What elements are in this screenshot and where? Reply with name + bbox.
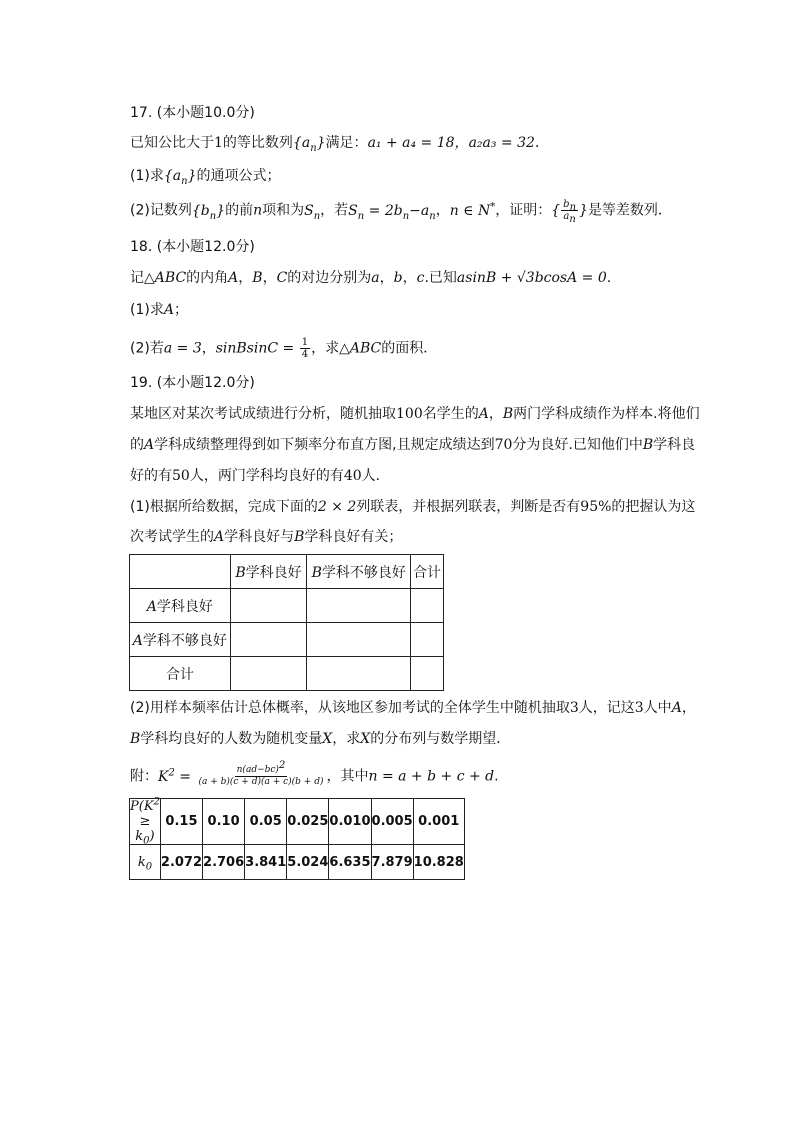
table-cell: 0.025 bbox=[287, 799, 329, 845]
table-cell-empty bbox=[411, 623, 444, 657]
table-row bbox=[130, 589, 444, 623]
table-cell-empty bbox=[307, 589, 411, 623]
table-row bbox=[130, 555, 444, 589]
q17-statement: 已知公比大于1的等比数列$\{a_n\}$满足：a₁ + a₄ = 18，a₂a₃ = 32． bbox=[130, 135, 549, 154]
critical-value-table bbox=[129, 798, 465, 880]
table-cell: 0.10 bbox=[203, 799, 245, 845]
q17-part2: (2)记数列$\{b_n\}$的前n项和为$S_n$，若$S_n = 2b_n-a_n$，n ∈ N*，证明：{ $\frac{b_n}{a_n}$ }是等差数列． bbox=[130, 199, 672, 225]
table-cell bbox=[130, 555, 231, 589]
table-header: B学科不够良好 bbox=[307, 555, 411, 589]
appendix-formula: 附：$K^2$ = $\frac{n(ad-bc)^2}{(a + b)(c + d)(a + c)(b + d)}$ ，其中n = a + b + c + d. bbox=[130, 760, 499, 787]
table-cell-empty bbox=[230, 657, 307, 691]
table-cell: 2.072 bbox=[160, 845, 202, 880]
table-row bbox=[130, 845, 465, 880]
table-cell-empty bbox=[230, 623, 307, 657]
q19-statement-line1: 某地区对某次考试成绩进行分析，随机抽取100名学生的A，B两门学科成绩作为样本.将他们 bbox=[130, 406, 700, 422]
table-cell-empty bbox=[307, 623, 411, 657]
table-cell: 3.841 bbox=[245, 845, 287, 880]
table-cell: 0.005 bbox=[371, 799, 413, 845]
table-header: 合计 bbox=[411, 555, 444, 589]
table-row-header: A学科良好 bbox=[130, 589, 231, 623]
table-cell: 10.828 bbox=[413, 845, 464, 880]
table-cell: 7.879 bbox=[371, 845, 413, 880]
chi-square-fraction: $\frac{n(ad-bc)^2}{(a + b)(c + d)(a + c)(b + d)}$ bbox=[198, 760, 324, 787]
table-row-header: $k_0$ bbox=[130, 845, 161, 880]
q19-header: 19. (本小题12.0分) bbox=[130, 375, 255, 391]
fraction-one-quarter: $\frac{1}{4}$ bbox=[301, 337, 309, 360]
table-cell: 6.635 bbox=[329, 845, 371, 880]
q19-part2-line2: B学科均良好的人数为随机变量X，求X的分布列与数学期望． bbox=[130, 731, 511, 747]
table-row-header: A学科不够良好 bbox=[130, 623, 231, 657]
q17-header: 17. (本小题10.0分) bbox=[130, 105, 255, 121]
contingency-table bbox=[129, 554, 444, 691]
table-row bbox=[130, 799, 465, 845]
q19-statement-line3: 好的有50人，两门学科均良好的有40人． bbox=[130, 468, 390, 484]
table-row-header: $P(K^2 \ge k_0)$ bbox=[130, 796, 160, 847]
table-cell-empty bbox=[411, 657, 444, 691]
q19-part1-line2: 次考试学生的A学科良好与B学科良好有关； bbox=[130, 529, 403, 545]
table-cell: 0.001 bbox=[413, 799, 464, 845]
table-cell-empty bbox=[307, 657, 411, 691]
table-cell-empty bbox=[411, 589, 444, 623]
q17-part1: (1)求$\{a_n\}$的通项公式； bbox=[130, 168, 281, 187]
table-cell: 2.706 bbox=[203, 845, 245, 880]
table-row bbox=[130, 657, 444, 691]
q18-part2: (2)若a = 3，sinBsinC = $\frac{1}{4}$ ，求△ABC的面积． bbox=[130, 337, 438, 360]
table-row-header: 合计 bbox=[130, 657, 231, 691]
table-header: B学科良好 bbox=[230, 555, 307, 589]
table-cell: 0.05 bbox=[245, 799, 287, 845]
q18-part1: (1)求A； bbox=[130, 302, 188, 318]
table-row bbox=[130, 623, 444, 657]
fraction-bn-an: $\frac{b_n}{a_n}$ bbox=[563, 199, 577, 225]
table-cell: 5.024 bbox=[287, 845, 329, 880]
q18-header: 18. (本小题12.0分) bbox=[130, 239, 255, 255]
table-cell: 0.15 bbox=[160, 799, 202, 845]
q19-part2-line1: (2)用样本频率估计总体概率，从该地区参加考试的全体学生中随机抽取3人，记这3人中A， bbox=[130, 700, 696, 716]
q19-statement-line2: 的A学科成绩整理得到如下频率分布直方图,且规定成绩达到70分为良好.已知他们中B学科良 bbox=[130, 437, 696, 453]
q18-statement: 记△ABC的内角A，B，C的对边分别为a，b，c.已知asinB + √3bcosA = 0. bbox=[130, 270, 612, 286]
q19-part1-line1: (1)根据所给数据，完成下面的2 × 2列联表，并根据列联表，判断是否有95%的把握认为这 bbox=[130, 499, 696, 515]
table-cell: 0.010 bbox=[329, 799, 371, 845]
table-cell-empty bbox=[230, 589, 307, 623]
